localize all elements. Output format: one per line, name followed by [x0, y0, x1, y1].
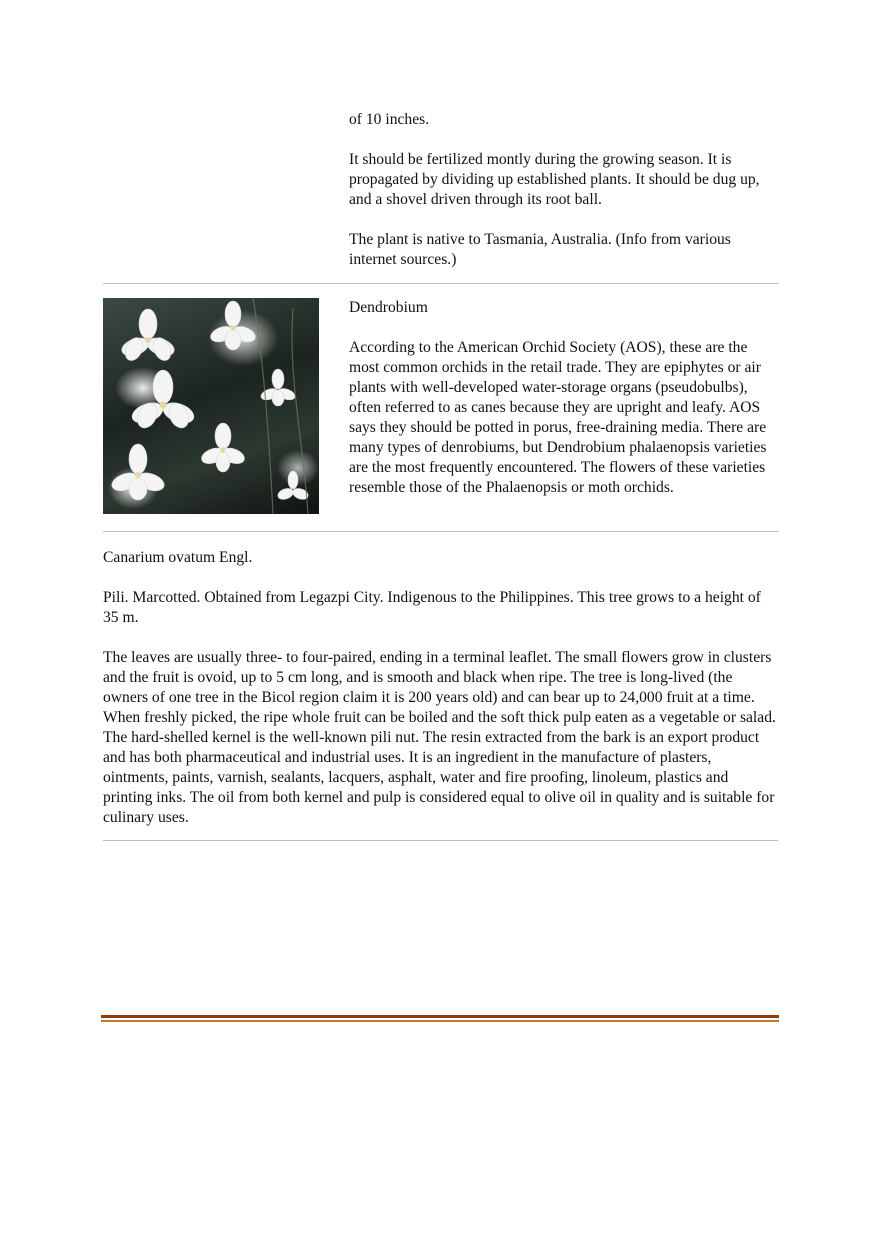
paragraph: Pili. Marcotted. Obtained from Legazpi City. Indigenous to the Philippines. This tree grows to a height of 35 m.	[103, 589, 761, 626]
paragraph: The plant is native to Tasmania, Australia. (Info from various internet sources.)	[349, 231, 731, 268]
section-title: Canarium ovatum Engl.	[103, 549, 253, 566]
canarium-section	[103, 548, 779, 848]
footer-border-light-line	[101, 1020, 779, 1022]
continued-plant-description	[349, 110, 781, 290]
divider	[103, 283, 778, 284]
orchid-flowers-illustration	[103, 298, 319, 514]
dendrobium-orchid-photo	[103, 298, 319, 514]
paragraph: of 10 inches.	[349, 111, 430, 128]
paragraph: According to the American Orchid Society (AOS), these are the most common orchids in the retail trade. They are epiphytes or air plants with well-developed water-storage organs (pseudobulbs), often referred to as canes because they are upright and leafy. AOS says they should be potted in porus, free-draining media. There are many types of denrobiums, but Dendrobium phalaenopsis varieties are the most frequently encountered. The flowers of these varieties resemble those of the Phalaenopsis or moth orchids.	[349, 339, 767, 496]
divider	[103, 531, 778, 532]
section-title: Dendrobium	[349, 299, 428, 316]
paragraph: It should be fertilized montly during the growing season. It is propagated by dividing up established plants. It should be dug up, and a shovel driven through its root ball.	[349, 151, 760, 208]
paragraph: The leaves are usually three- to four-paired, ending in a terminal leaflet. The small flowers grow in clusters and the fruit is ovoid, up to 5 cm long, and is smooth and black when ripe. The tree is long-lived (the owners of one tree in the Bicol region claim it is 200 years old) and can bear up to 24,000 fruit at a time. When freshly picked, the ripe whole fruit can be boiled and the soft thick pulp eaten as a vegetable or salad. The hard-shelled kernel is the well-known pili nut. The resin extracted from the bark is an export product and has both pharmaceutical and industrial uses. It is an ingredient in the manufacture of plasters, ointments, paints, varnish, sealants, lacquers, asphalt, water and fire proofing, linoleum, plastics and printing inks. The oil from both kernel and pulp is considered equal to olive oil in quality and is suitable for culinary uses.	[103, 649, 776, 826]
divider	[103, 840, 778, 841]
dendrobium-section	[349, 298, 781, 498]
footer-border	[101, 1015, 779, 1022]
